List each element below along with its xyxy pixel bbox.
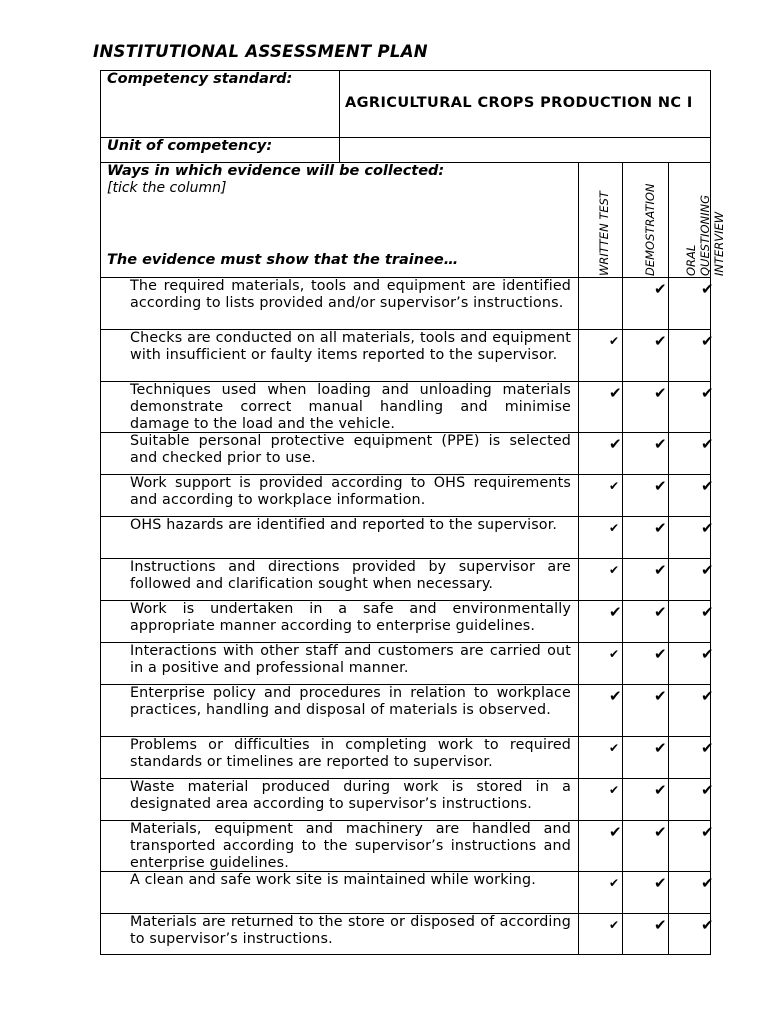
check-mark-icon: ✔ — [701, 561, 714, 579]
check-mark-icon: ✔ — [654, 332, 667, 350]
check-mark-icon: ✔ — [609, 384, 622, 402]
evidence-statement: Checks are conducted on all materials, tools and equipment with insufficient or faulty items reported to the supervisor. — [130, 330, 571, 363]
evidence-statement: Enterprise policy and procedures in relation to workplace practices, handling and disposal of materials is observed. — [130, 685, 571, 718]
check-mark-icon: ✔ — [609, 521, 620, 535]
check-mark-icon: ✔ — [609, 918, 620, 932]
column-written-test: WRITTEN TEST — [597, 191, 611, 276]
check-mark-icon: ✔ — [701, 874, 714, 892]
evidence-statement: The required materials, tools and equipment are identified according to lists provided and/or supervisor’s instructions. — [130, 278, 571, 311]
check-mark-icon: ✔ — [701, 435, 714, 453]
evidence-statement: Instructions and directions provided by supervisor are followed and clarification sought when necessary. — [130, 559, 571, 592]
page-title: INSTITUTIONAL ASSESSMENT PLAN — [93, 42, 428, 61]
check-mark-icon: ✔ — [609, 334, 620, 348]
evidence-statement: Suitable personal protective equipment (PPE) is selected and checked prior to use. — [130, 433, 571, 466]
check-mark-icon: ✔ — [609, 783, 620, 797]
check-mark-icon: ✔ — [701, 477, 714, 495]
check-mark-icon: ✔ — [654, 477, 667, 495]
check-mark-icon: ✔ — [654, 823, 667, 841]
evidence-statement: OHS hazards are identified and reported to the supervisor. — [130, 517, 558, 533]
unit-of-competency-label: Unit of competency: — [107, 138, 273, 154]
check-mark-icon: ✔ — [609, 435, 622, 453]
check-mark-icon: ✔ — [654, 603, 667, 621]
check-mark-icon: ✔ — [701, 781, 714, 799]
check-mark-icon: ✔ — [701, 280, 714, 298]
check-mark-icon: ✔ — [654, 561, 667, 579]
check-mark-icon: ✔ — [654, 874, 667, 892]
check-mark-icon: ✔ — [654, 384, 667, 402]
check-mark-icon: ✔ — [654, 280, 667, 298]
evidence-statement: Techniques used when loading and unloading materials demonstrate correct manual handling and minimise damage to the load and the vehicle. — [130, 382, 571, 432]
check-mark-icon: ✔ — [701, 332, 714, 350]
check-mark-icon: ✔ — [609, 563, 620, 577]
evidence-methods-label: Ways in which evidence will be collected: — [107, 163, 445, 179]
check-mark-icon: ✔ — [654, 739, 667, 757]
evidence-statement: Waste material produced during work is stored in a designated area according to supervisor’s instructions. — [130, 779, 571, 812]
evidence-statement-label: The evidence must show that the trainee… — [107, 252, 459, 268]
check-mark-icon: ✔ — [609, 876, 620, 890]
check-mark-icon: ✔ — [701, 645, 714, 663]
evidence-statement: Materials, equipment and machinery are handled and transported according to the supervisor’s instructions and enterprise guidelines. — [130, 821, 571, 871]
check-mark-icon: ✔ — [654, 687, 667, 705]
evidence-statement: Work support is provided according to OHS requirements and according to workplace information. — [130, 475, 571, 508]
check-mark-icon: ✔ — [609, 647, 620, 661]
check-mark-icon: ✔ — [701, 823, 714, 841]
evidence-statement: Problems or difficulties in completing work to required standards or timelines are reported to supervisor. — [130, 737, 571, 770]
table-row — [100, 278, 710, 329]
header-divider — [339, 70, 340, 162]
evidence-statement: Interactions with other staff and customers are carried out in a positive and professional manner. — [130, 643, 571, 676]
check-mark-icon: ✔ — [609, 741, 620, 755]
check-mark-icon: ✔ — [654, 916, 667, 934]
column-demonstration: DEMOSTRATION — [643, 183, 657, 276]
check-mark-icon: ✔ — [654, 435, 667, 453]
check-mark-icon: ✔ — [654, 519, 667, 537]
check-mark-icon: ✔ — [654, 645, 667, 663]
competency-standard-value: AGRICULTURAL CROPS PRODUCTION NC I — [345, 95, 693, 111]
check-mark-icon: ✔ — [609, 479, 620, 493]
check-mark-icon: ✔ — [701, 916, 714, 934]
evidence-statement: Materials are returned to the store or disposed of according to supervisor’s instructions. — [130, 914, 571, 947]
tick-instruction: [tick the column] — [107, 180, 227, 196]
check-mark-icon: ✔ — [609, 823, 622, 841]
check-mark-icon: ✔ — [701, 519, 714, 537]
check-mark-icon: ✔ — [654, 781, 667, 799]
check-mark-icon: ✔ — [701, 603, 714, 621]
column-oral-questioning: ORAL QUESTIONING INTERVIEW — [684, 194, 726, 276]
check-mark-icon: ✔ — [609, 687, 622, 705]
check-mark-icon: ✔ — [701, 384, 714, 402]
competency-standard-label: Competency standard: — [107, 71, 293, 87]
evidence-statement: Work is undertaken in a safe and environmentally appropriate manner according to enterprise guidelines. — [130, 601, 571, 634]
check-mark-icon: ✔ — [701, 739, 714, 757]
check-mark-icon: ✔ — [701, 687, 714, 705]
check-mark-icon: ✔ — [609, 603, 622, 621]
evidence-statement: A clean and safe work site is maintained while working. — [130, 872, 536, 888]
